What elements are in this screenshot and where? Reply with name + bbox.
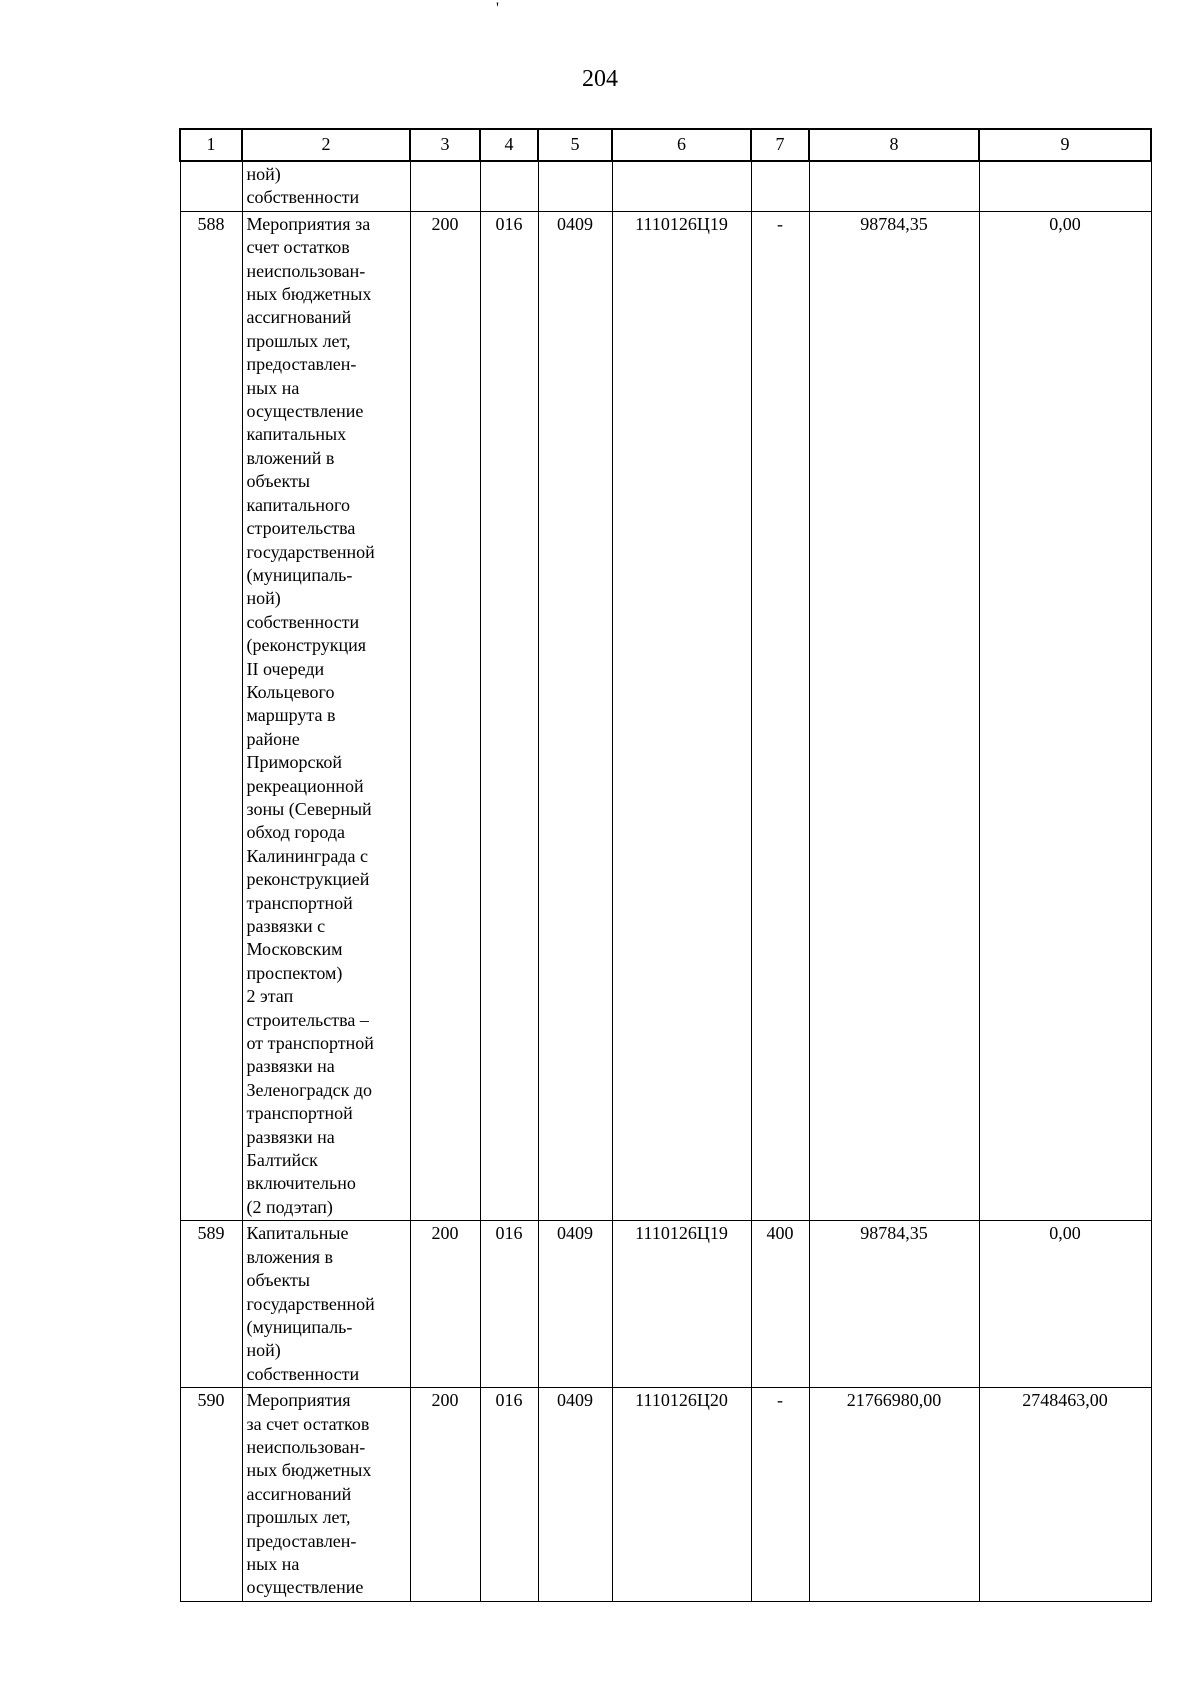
- description-line: государственной: [246, 1293, 375, 1314]
- cell-col5: [538, 161, 612, 211]
- column-header: 3: [410, 129, 480, 161]
- cell-col3: 200: [410, 211, 480, 1220]
- description-line: включительно: [246, 1173, 356, 1194]
- description-line: обход города: [246, 822, 345, 843]
- row-description: [242, 161, 410, 211]
- description-line: ассигнований: [246, 1483, 352, 1504]
- cell-col7: [751, 161, 809, 211]
- row-number: [180, 161, 242, 211]
- cell-amount-8: 21766980,00: [809, 1388, 979, 1602]
- column-header: 9: [979, 129, 1151, 161]
- cell-col4: 016: [480, 211, 538, 1220]
- description-line: государственной: [246, 541, 375, 562]
- description-line: строительства: [246, 518, 356, 539]
- description-line: собственности: [246, 1363, 360, 1384]
- table-body: [180, 161, 1151, 1601]
- cell-amount-9: 0,00: [979, 1221, 1151, 1388]
- description-line: от транспортной: [246, 1033, 374, 1054]
- cell-amount-9: [979, 161, 1151, 211]
- cell-amount-8: 98784,35: [809, 211, 979, 1220]
- description-line: Мероприятия за: [246, 213, 371, 234]
- description-line: капитальных: [246, 424, 347, 445]
- row-number: 589: [180, 1221, 242, 1388]
- row-number: 590: [180, 1388, 242, 1602]
- description-line: Капитальные: [246, 1223, 349, 1244]
- description-line: развязки на: [246, 1056, 335, 1077]
- table-row: [180, 211, 1151, 1220]
- description-line: реконструкцией: [246, 869, 370, 890]
- cell-col3: 200: [410, 1388, 480, 1602]
- description-line: неиспользован-: [246, 1436, 366, 1457]
- cell-col7: -: [751, 1388, 809, 1602]
- cell-amount-8: 98784,35: [809, 1221, 979, 1388]
- description-line: ной): [246, 1340, 281, 1361]
- budget-table: [179, 128, 1152, 1602]
- description-line: районе: [246, 728, 300, 749]
- description-line: капитального: [246, 494, 350, 515]
- description-line: строительства –: [246, 1009, 369, 1030]
- description-line: Кольцевого: [246, 681, 335, 702]
- description-line: предоставлен-: [246, 354, 357, 375]
- cell-col3: [410, 161, 480, 211]
- row-description: [242, 1221, 410, 1388]
- row-description: [242, 1388, 410, 1602]
- description-line: транспортной: [246, 1103, 353, 1124]
- table-row: [180, 1388, 1151, 1602]
- cell-code: 1110126Ц19: [612, 211, 751, 1220]
- cell-col4: 016: [480, 1221, 538, 1388]
- header-row: [180, 129, 1151, 161]
- description-line: собственности: [246, 187, 360, 208]
- description-line: объекты: [246, 1270, 310, 1291]
- cell-code: [612, 161, 751, 211]
- table-row: [180, 161, 1151, 211]
- description-line: Калининграда с: [246, 845, 368, 866]
- cell-col7: -: [751, 211, 809, 1220]
- description-line: ных на: [246, 377, 300, 398]
- description-line: (2 подэтап): [246, 1196, 333, 1217]
- description-line: прошлых лет,: [246, 1507, 351, 1528]
- column-header: 7: [751, 129, 809, 161]
- description-line: ных бюджетных: [246, 1460, 372, 1481]
- description-line: 2 этап: [246, 986, 294, 1007]
- description-line: ной): [246, 588, 281, 609]
- description-line: II очереди: [246, 658, 325, 679]
- description-line: ных на: [246, 1553, 300, 1574]
- description-line: прошлых лет,: [246, 330, 351, 351]
- row-description: [242, 211, 410, 1220]
- description-line: Балтийск: [246, 1150, 318, 1171]
- description-line: предоставлен-: [246, 1530, 357, 1551]
- description-line: объекты: [246, 471, 310, 492]
- cell-col3: 200: [410, 1221, 480, 1388]
- cell-col5: 0409: [538, 1388, 612, 1602]
- description-line: транспортной: [246, 892, 353, 913]
- description-line: осуществление: [246, 401, 364, 422]
- description-line: развязки с: [246, 916, 326, 936]
- column-header: 4: [480, 129, 538, 161]
- description-line: Зеленоградск до: [246, 1079, 373, 1100]
- column-header: 2: [242, 129, 410, 161]
- description-line: счет остатков: [246, 237, 350, 258]
- description-line: Московским: [246, 939, 343, 960]
- column-header: 8: [809, 129, 979, 161]
- description-line: вложения в: [246, 1246, 334, 1267]
- column-header: 6: [612, 129, 751, 161]
- description-line: ной): [246, 164, 281, 184]
- cell-col4: 016: [480, 1388, 538, 1602]
- description-line: маршрута в: [246, 705, 336, 726]
- cell-code: 1110126Ц19: [612, 1221, 751, 1388]
- description-line: Мероприятия: [246, 1390, 351, 1411]
- description-line: развязки на: [246, 1126, 335, 1147]
- cell-amount-9: 0,00: [979, 211, 1151, 1220]
- cell-col5: 0409: [538, 211, 612, 1220]
- column-header: 5: [538, 129, 612, 161]
- description-line: (реконструкция: [246, 635, 367, 656]
- row-number: 588: [180, 211, 242, 1220]
- cell-col5: 0409: [538, 1221, 612, 1388]
- description-line: ассигнований: [246, 307, 352, 328]
- stray-mark: ': [496, 0, 499, 17]
- page-number: 204: [582, 66, 618, 92]
- cell-col4: [480, 161, 538, 211]
- description-line: проспектом): [246, 962, 343, 983]
- description-line: ных бюджетных: [246, 284, 372, 305]
- description-line: за счет остатков: [246, 1413, 370, 1434]
- description-line: (муниципаль-: [246, 1316, 353, 1337]
- description-line: зоны (Северный: [246, 798, 372, 819]
- cell-amount-9: 2748463,00: [979, 1388, 1151, 1602]
- cell-col7: 400: [751, 1221, 809, 1388]
- cell-amount-8: [809, 161, 979, 211]
- column-header: 1: [180, 129, 242, 161]
- description-line: неиспользован-: [246, 260, 366, 281]
- description-line: рекреационной: [246, 775, 364, 796]
- description-line: Приморской: [246, 752, 342, 773]
- cell-code: 1110126Ц20: [612, 1388, 751, 1602]
- description-line: (муниципаль-: [246, 564, 353, 585]
- table-row: [180, 1221, 1151, 1388]
- description-line: собственности: [246, 611, 360, 632]
- description-line: вложений в: [246, 447, 335, 468]
- description-line: осуществление: [246, 1577, 364, 1598]
